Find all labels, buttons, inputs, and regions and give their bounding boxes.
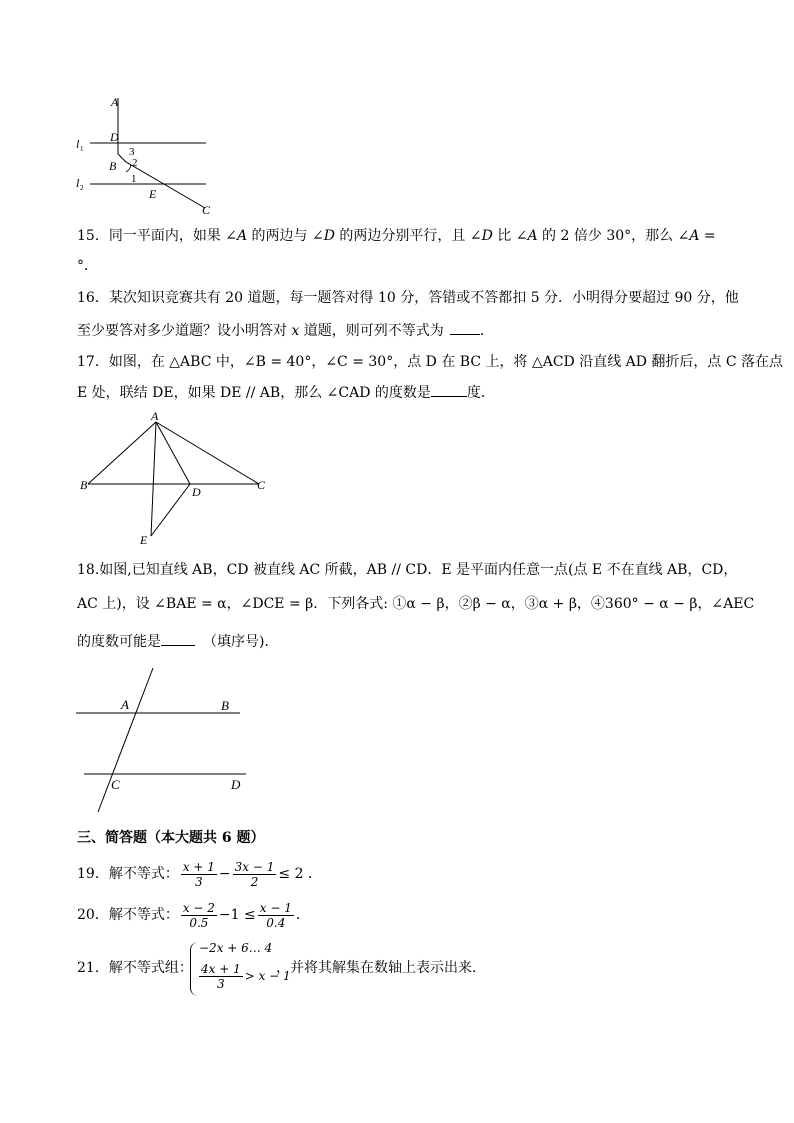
q17-text: E 处，联结 DE，如果 DE // AB，那么 ∠CAD 的度数是 — [77, 385, 431, 401]
answer-blank-16 — [450, 320, 480, 335]
fraction-numerator: x + 1 — [182, 859, 215, 874]
label-angle-2: 2 — [132, 157, 138, 169]
label-d: D — [110, 130, 119, 144]
question-18-line3 — [77, 631, 727, 652]
question-21-prefix: 21．解不等式组： — [77, 960, 193, 976]
label-l2: l — [76, 176, 80, 190]
question-15-line1 — [77, 226, 727, 246]
label-b: B — [221, 698, 229, 713]
q20-end: ． — [295, 907, 310, 923]
label-l1: l — [76, 137, 80, 151]
question-21-suffix: ，并将其解集在数轴上表示出来． — [276, 960, 486, 976]
question-19 — [77, 856, 727, 892]
question-17-line1: 17．如图，在 △ABC 中，∠B = 40°，∠C = 30°，点 D 在 BC 上，将 △ACD 沿直线 AD 翻折后，点 C 落在点 — [77, 354, 784, 370]
fraction-denominator: 3 — [217, 976, 225, 991]
fraction — [181, 860, 217, 889]
fraction — [199, 962, 243, 991]
label-d: D — [192, 485, 201, 499]
segment-ac — [156, 422, 259, 484]
figure-parallel-lines-1 — [70, 92, 230, 220]
label-angle-1: 1 — [131, 173, 137, 185]
q20-prefix: 20．解不等式： — [77, 907, 179, 923]
section-title: 三、简答题（本大题共 6 题） — [77, 830, 265, 846]
q18-text: 的度数可能是 — [77, 634, 161, 650]
fraction — [258, 901, 294, 930]
fraction-numerator: 4x + 1 — [201, 961, 241, 976]
q19-prefix: 19．解不等式： — [77, 866, 179, 882]
question-20 — [77, 897, 727, 933]
system-row-1: −2x + 6… 4 — [199, 941, 273, 955]
q16-end: ． — [479, 323, 494, 339]
label-b: B — [80, 478, 88, 492]
question-18-line1: 18.如图,已知直线 AB，CD 被直线 AC 所截，AB // CD．E 是平面内任意一点(点 E 不在直线 AB，CD， — [77, 562, 738, 578]
label-c: C — [111, 777, 120, 792]
segment-de — [151, 484, 190, 536]
label-c: C — [257, 478, 266, 492]
label-angle-3: 3 — [129, 146, 135, 158]
q18-text: （填序号)． — [203, 634, 279, 650]
q15-text: = — [699, 228, 716, 244]
label-l2-sub: 2 — [80, 184, 84, 192]
question-18-line2: AC 上)，设 ∠BAE = α，∠DCE = β．下列各式: ①α − β，②β − α，③α + β，④360° − α − β，∠AEC — [77, 596, 755, 612]
fraction-numerator: x − 1 — [259, 900, 292, 915]
q15-text: 的 2 倍少 30°，那么 — [537, 228, 678, 244]
segment-ae — [151, 422, 156, 536]
segment-bd — [118, 154, 126, 162]
line-bc — [126, 162, 205, 208]
question-17-line2 — [77, 382, 727, 403]
q15-text: 的两边与 — [247, 228, 313, 244]
label-c: C — [202, 203, 211, 217]
fraction-denominator: 2 — [250, 874, 259, 889]
question-16-line2 — [77, 320, 727, 341]
q16-text: 道题，则可列不等式为 — [299, 323, 444, 339]
label-a: A — [111, 95, 119, 109]
segment-ab — [88, 422, 156, 484]
q16-text: 至少要答对多少道题？设小明答对 — [77, 323, 292, 339]
label-d: D — [231, 777, 241, 792]
segment-ad — [156, 422, 190, 484]
label-a: A — [151, 409, 159, 423]
q15-angle: ∠A — [225, 228, 248, 244]
line-ac — [98, 668, 153, 812]
q15-angle: ∠D — [469, 228, 493, 244]
label-e: E — [149, 187, 157, 201]
fraction — [233, 860, 277, 889]
q16-variable: x — [291, 323, 300, 339]
q15-text: 15．同一平面内，如果 — [77, 228, 226, 244]
label-b: B — [109, 159, 117, 173]
relation: ≤ 2 ． — [278, 866, 322, 882]
q15-text: 比 — [492, 228, 516, 244]
relation: > x − 1 — [244, 969, 291, 983]
answer-blank-17 — [431, 382, 467, 397]
fraction-denominator: 0.5 — [189, 915, 209, 930]
section-3-heading — [77, 828, 727, 848]
question-15-line2: °． — [77, 258, 98, 274]
angle-arc-1 — [126, 164, 131, 172]
label-e: E — [140, 533, 148, 547]
fraction-numerator: x − 2 — [182, 900, 215, 915]
fraction — [181, 901, 217, 930]
fraction-denominator: 0.4 — [266, 915, 286, 930]
fraction-numerator: 3x − 1 — [234, 859, 275, 874]
q15-angle: ∠A — [515, 228, 538, 244]
relation: −1 ≤ — [218, 907, 256, 923]
operator: − — [218, 866, 231, 882]
q15-angle: ∠A — [677, 228, 700, 244]
fraction-denominator: 3 — [195, 874, 203, 889]
answer-blank-18 — [161, 631, 195, 646]
q17-text: 度． — [466, 385, 495, 401]
q15-text: 的两边分别平行，且 — [334, 228, 470, 244]
label-l1-sub: 1 — [80, 145, 84, 153]
figure-parallel-lines-2 — [70, 666, 250, 816]
label-a: A — [121, 697, 129, 712]
figure-triangle-fold — [76, 408, 276, 550]
question-16-line1: 16．某次知识竞赛共有 20 道题，每一题答对得 10 分，答错或不答都扣 5 分．小明得分要超过 90 分，他 — [77, 290, 739, 306]
q15-angle: ∠D — [312, 228, 335, 244]
